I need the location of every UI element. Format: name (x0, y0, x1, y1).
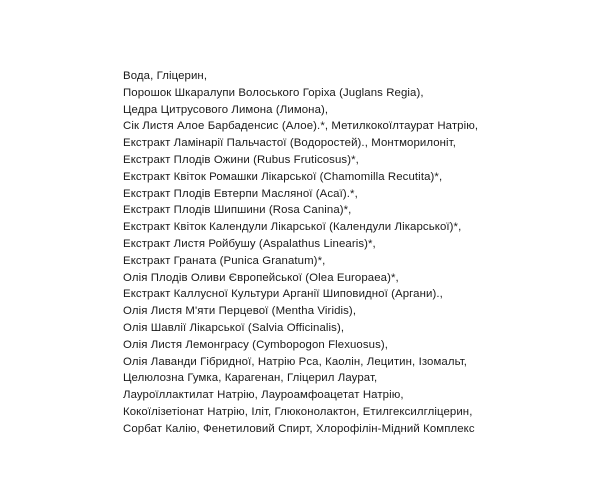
ingredient-line: Екстракт Каллусної Культури Арганії Шиповидної (Аргани)., (123, 288, 443, 301)
ingredient-line: Олія Лаванди Гібридної, Натрію Pca, Каолін, Лецитин, Ізомальт, (123, 355, 468, 368)
ingredient-line: Екстракт Листя Ройбушу (Aspalathus Linearis)*, (123, 237, 376, 250)
ingredient-line: Цедра Цитрусового Лимона (Лимона), (123, 103, 329, 116)
ingredient-line: Олія Плодів Оливи Європейської (Olea Europaea)*, (123, 271, 399, 284)
ingredient-line: Екстракт Квіток Календули Лікарської (Календули Лікарської)*, (123, 221, 462, 234)
ingredient-line: Вода, Гліцерин, (123, 70, 208, 82)
ingredient-line: Екстракт Плодів Евтерпи Масляної (Асаї).*, (123, 187, 358, 200)
ingredient-line: Лауроїллактилат Натрію, Лауроамфоацетат Натрію, (123, 389, 404, 402)
ingredient-line: Екстракт Плодів Шипшини (Rosa Canina)*, (123, 204, 352, 217)
ingredient-line: Сік Листя Алое Барбаденсис (Алое).*, Метилкокоїлтаурат Натрію, (123, 120, 479, 133)
ingredient-line: Олія Шавлії Лікарської (Salvia Officinalis), (123, 321, 345, 334)
ingredient-line: Порошок Шкаралупи Волоського Горіха (Juglans Regia), (123, 86, 424, 99)
ingredient-line: Кокоїлізетіонат Натрію, Іліт, Глюконолактон, Етилгексилгліцерин, (123, 405, 473, 418)
ingredient-line: Сорбат Калію, Фенетиловий Спирт, Хлорофілін-Мідний Комплекс (123, 422, 475, 435)
ingredient-line: Олія Листя М'яти Перцевої (Mentha Viridis), (123, 305, 357, 318)
ingredient-line: Екстракт Граната (Punica Granatum)*, (123, 254, 326, 267)
ingredient-line: Олія Листя Лемонграсу (Cymbopogon Flexuosus), (123, 338, 389, 351)
ingredient-line: Екстракт Квіток Ромашки Лікарської (Chamomilla Recutita)*, (123, 170, 443, 183)
ingredient-line: Екстракт Плодів Ожини (Rubus Fruticosus)*, (123, 153, 359, 166)
ingredients-list (123, 68, 593, 438)
ingredient-line: Целюлозна Гумка, Карагенан, Гліцерил Лаурат, (123, 372, 378, 385)
ingredient-line: Екстракт Ламінарії Пальчастої (Водоростей)., Монтморилоніт, (123, 137, 457, 150)
